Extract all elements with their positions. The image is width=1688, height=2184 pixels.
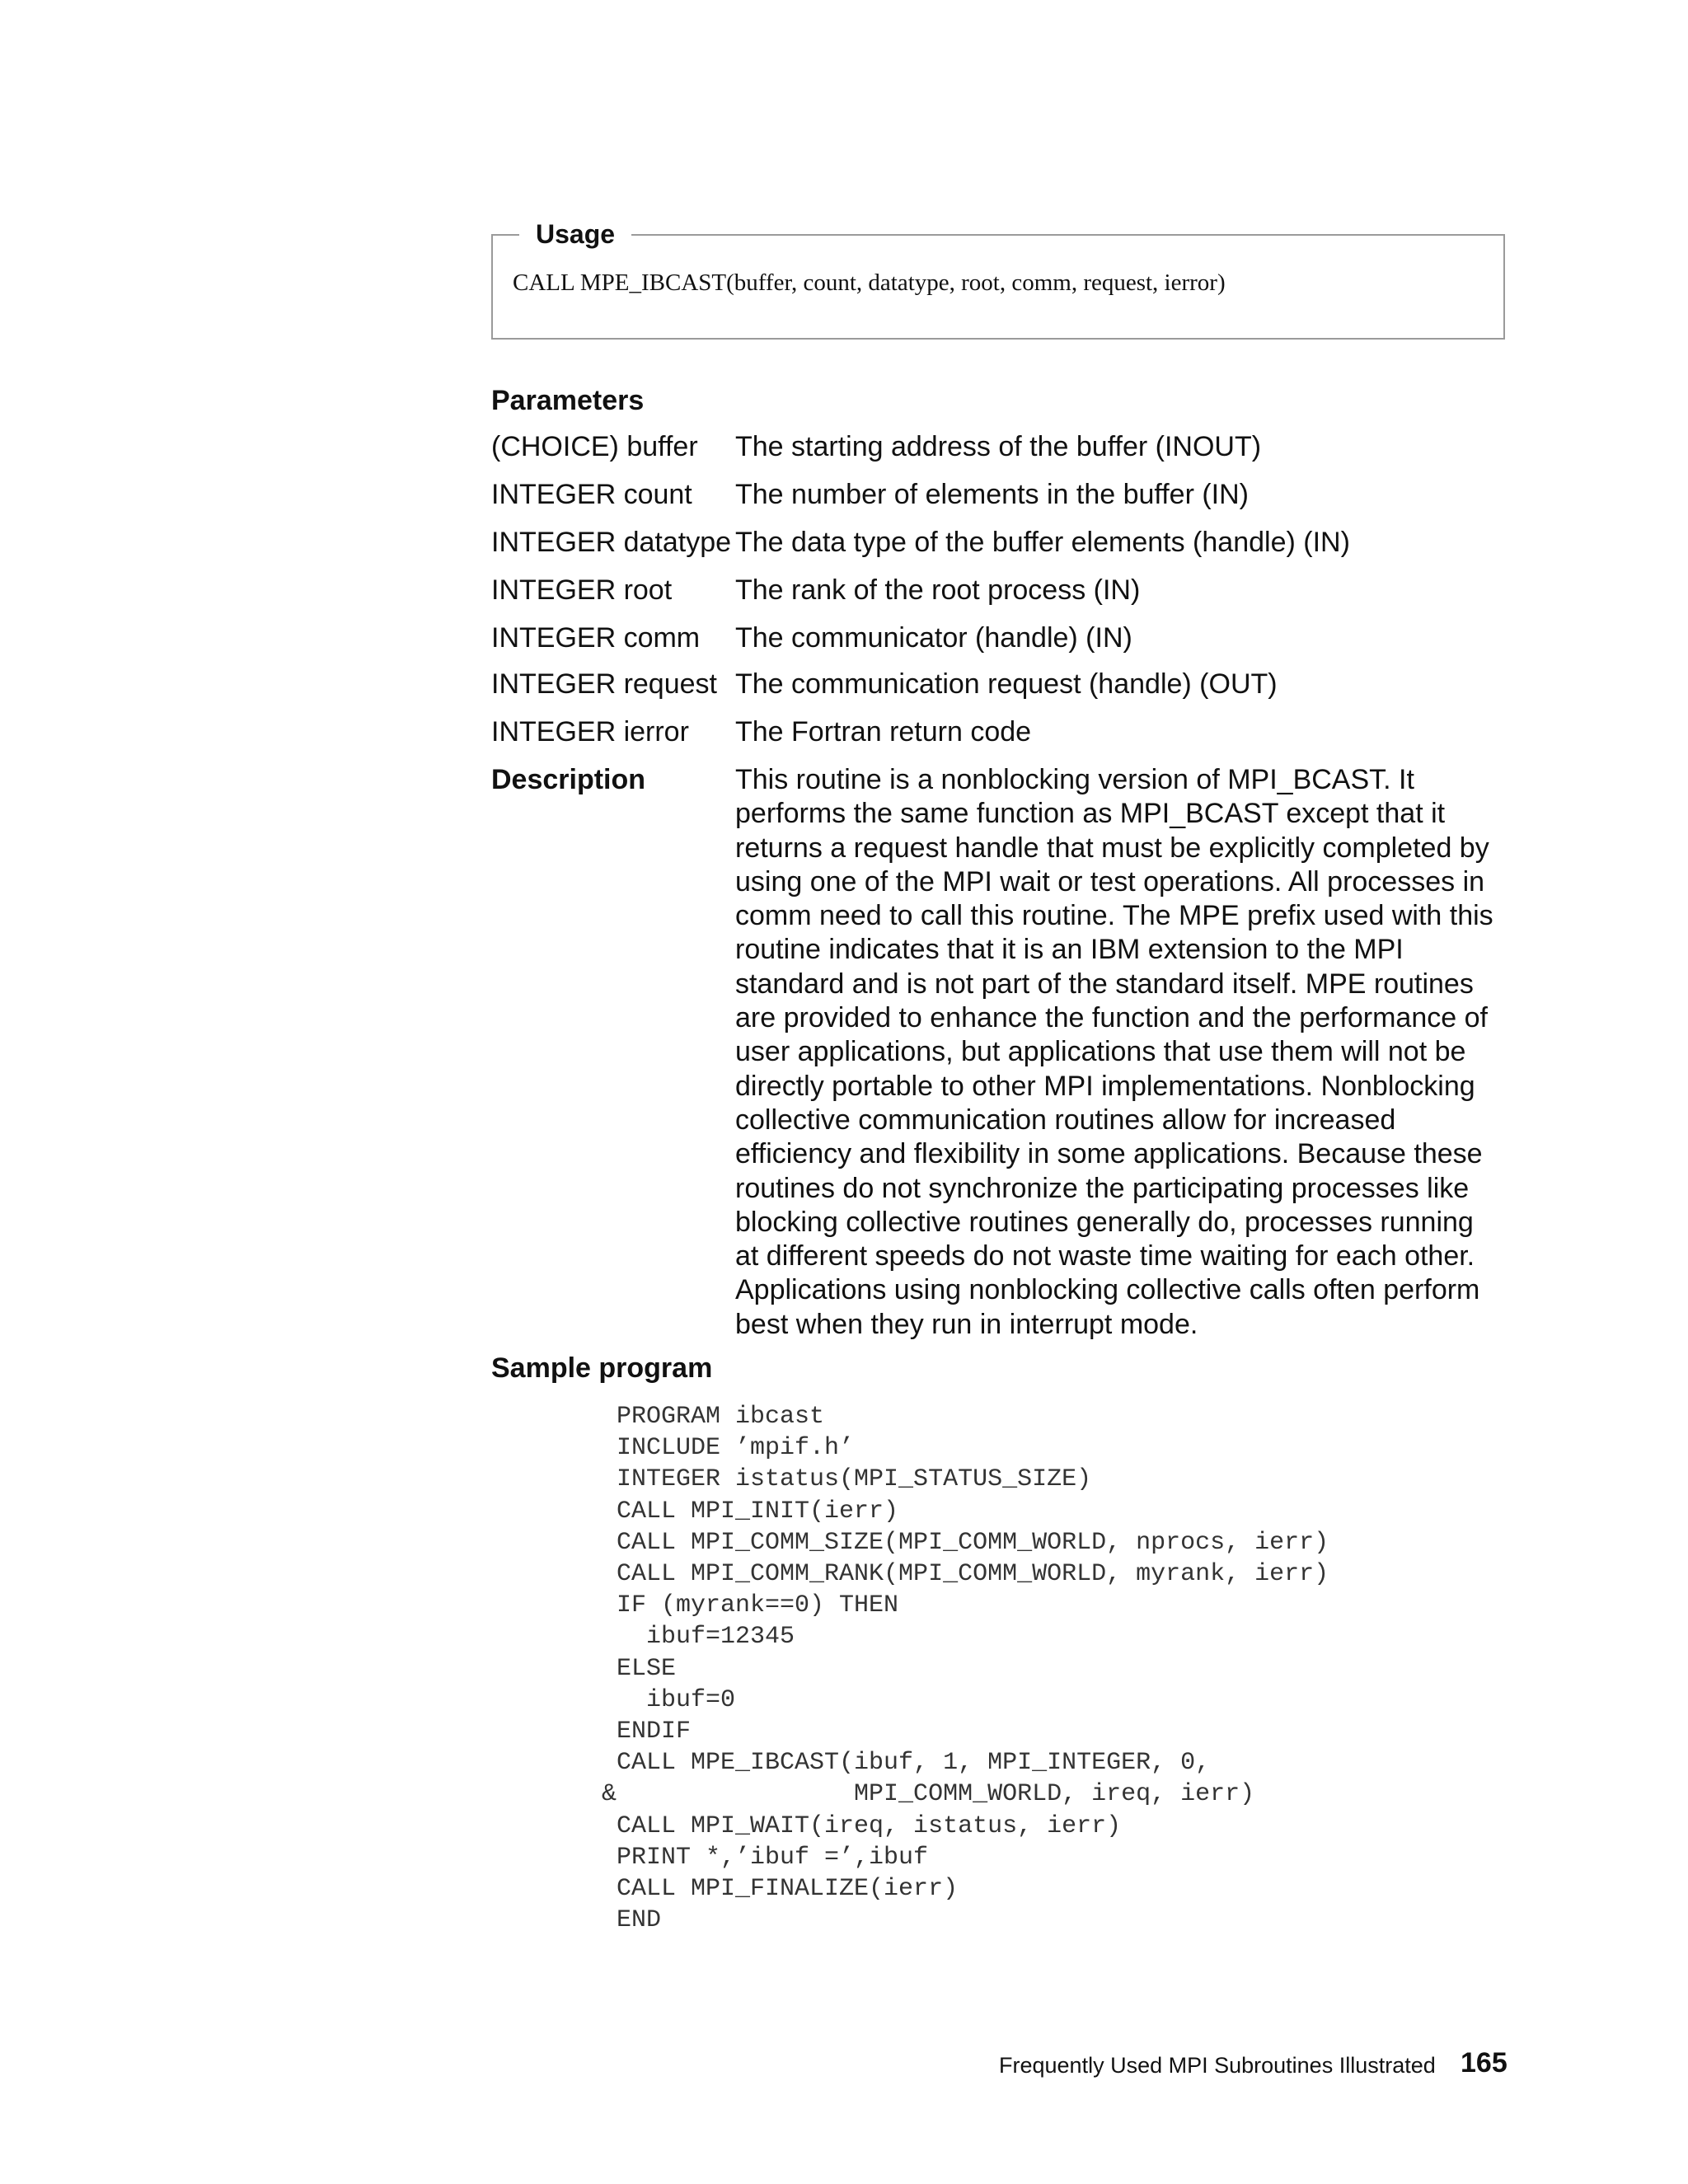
code-line: CALL MPI_FINALIZE(ierr) [602, 1875, 959, 1904]
description-line: efficiency and flexibility in some applications. Because these [735, 1138, 1483, 1170]
parameter-name: INTEGER datatype [491, 527, 732, 558]
code-line: ibuf=12345 [602, 1623, 795, 1652]
description-line: Applications using nonblocking collective calls often perform [735, 1274, 1480, 1306]
code-line: ENDIF [602, 1718, 692, 1746]
description-line: comm need to call this routine. The MPE prefix used with this [735, 900, 1493, 932]
description-line: at different speeds do not waste time waiting for each other. [735, 1240, 1475, 1272]
parameter-name: (CHOICE) buffer [491, 431, 698, 462]
code-line: & MPI_COMM_WORLD, ireq, ierr) [602, 1780, 1255, 1809]
parameter-description: The data type of the buffer elements (handle) (IN) [735, 527, 1350, 558]
code-line: CALL MPI_WAIT(ireq, istatus, ierr) [602, 1811, 1122, 1840]
page-number: 165 [1461, 2047, 1507, 2079]
parameter-name: INTEGER root [491, 574, 673, 606]
code-line: PROGRAM ibcast [602, 1403, 825, 1431]
code-line: END [602, 1906, 662, 1935]
parameter-description: The number of elements in the buffer (IN) [735, 479, 1250, 510]
description-line: standard and is not part of the standard itself. MPE routines [735, 968, 1474, 1000]
description-line: This routine is a nonblocking version of MPI_BCAST. It [735, 764, 1414, 795]
code-line: CALL MPI_COMM_RANK(MPI_COMM_WORLD, myrank, ierr) [602, 1560, 1329, 1589]
parameter-name: INTEGER count [491, 479, 692, 510]
code-line: CALL MPI_COMM_SIZE(MPI_COMM_WORLD, nprocs, ierr) [602, 1528, 1329, 1557]
parameter-name: INTEGER ierror [491, 716, 689, 748]
parameters-heading: Parameters [491, 385, 645, 416]
code-line: ELSE [602, 1654, 677, 1683]
code-line: INCLUDE ’mpif.h’ [602, 1434, 855, 1463]
description-line: are provided to enhance the function and the performance of [735, 1002, 1488, 1034]
description-line: blocking collective routines generally do, processes running [735, 1206, 1474, 1238]
parameter-description: The communication request (handle) (OUT) [735, 668, 1278, 700]
sample-program-heading: Sample program [491, 1352, 713, 1384]
parameter-name: INTEGER request [491, 668, 717, 700]
description-text [735, 763, 1510, 1342]
description-line: collective communication routines allow for increased [735, 1104, 1396, 1136]
code-line: ibuf=0 [602, 1685, 736, 1714]
sample-code-block [602, 1401, 1329, 1936]
description-line: user applications, but applications that use them will not be [735, 1036, 1466, 1068]
description-line: routine indicates that it is an IBM extension to the MPI [735, 934, 1404, 966]
footer-book-title: Frequently Used MPI Subroutines Illustrated [999, 2053, 1436, 2078]
description-line: using one of the MPI wait or test operations. All processes in [735, 865, 1485, 898]
parameter-description: The rank of the root process (IN) [735, 574, 1141, 606]
parameter-description: The communicator (handle) (IN) [735, 622, 1132, 654]
description-line: returns a request handle that must be explicitly completed by [735, 832, 1489, 864]
description-line: routines do not synchronize the participating processes like [735, 1172, 1470, 1204]
code-line: CALL MPI_INIT(ierr) [602, 1497, 899, 1526]
code-line: INTEGER istatus(MPI_STATUS_SIZE) [602, 1465, 1092, 1494]
code-line: PRINT *,’ibuf =’,ibuf [602, 1843, 929, 1872]
parameter-description: The starting address of the buffer (INOUT) [735, 431, 1262, 462]
code-line: IF (myrank==0) THEN [602, 1591, 899, 1620]
code-line: CALL MPE_IBCAST(ibuf, 1, MPI_INTEGER, 0, [602, 1749, 1211, 1778]
description-line: directly portable to other MPI implementations. Nonblocking [735, 1070, 1475, 1102]
description-line: performs the same function as MPI_BCAST except that it [735, 798, 1446, 830]
description-label: Description [491, 764, 646, 795]
parameter-description: The Fortran return code [735, 716, 1032, 748]
parameter-name: INTEGER comm [491, 622, 701, 654]
usage-box [491, 219, 1505, 340]
usage-code: CALL MPE_IBCAST(buffer, count, datatype, root, comm, request, ierror) [513, 269, 1226, 296]
usage-legend: Usage [519, 219, 631, 249]
description-line: best when they run in interrupt mode. [735, 1308, 1198, 1340]
